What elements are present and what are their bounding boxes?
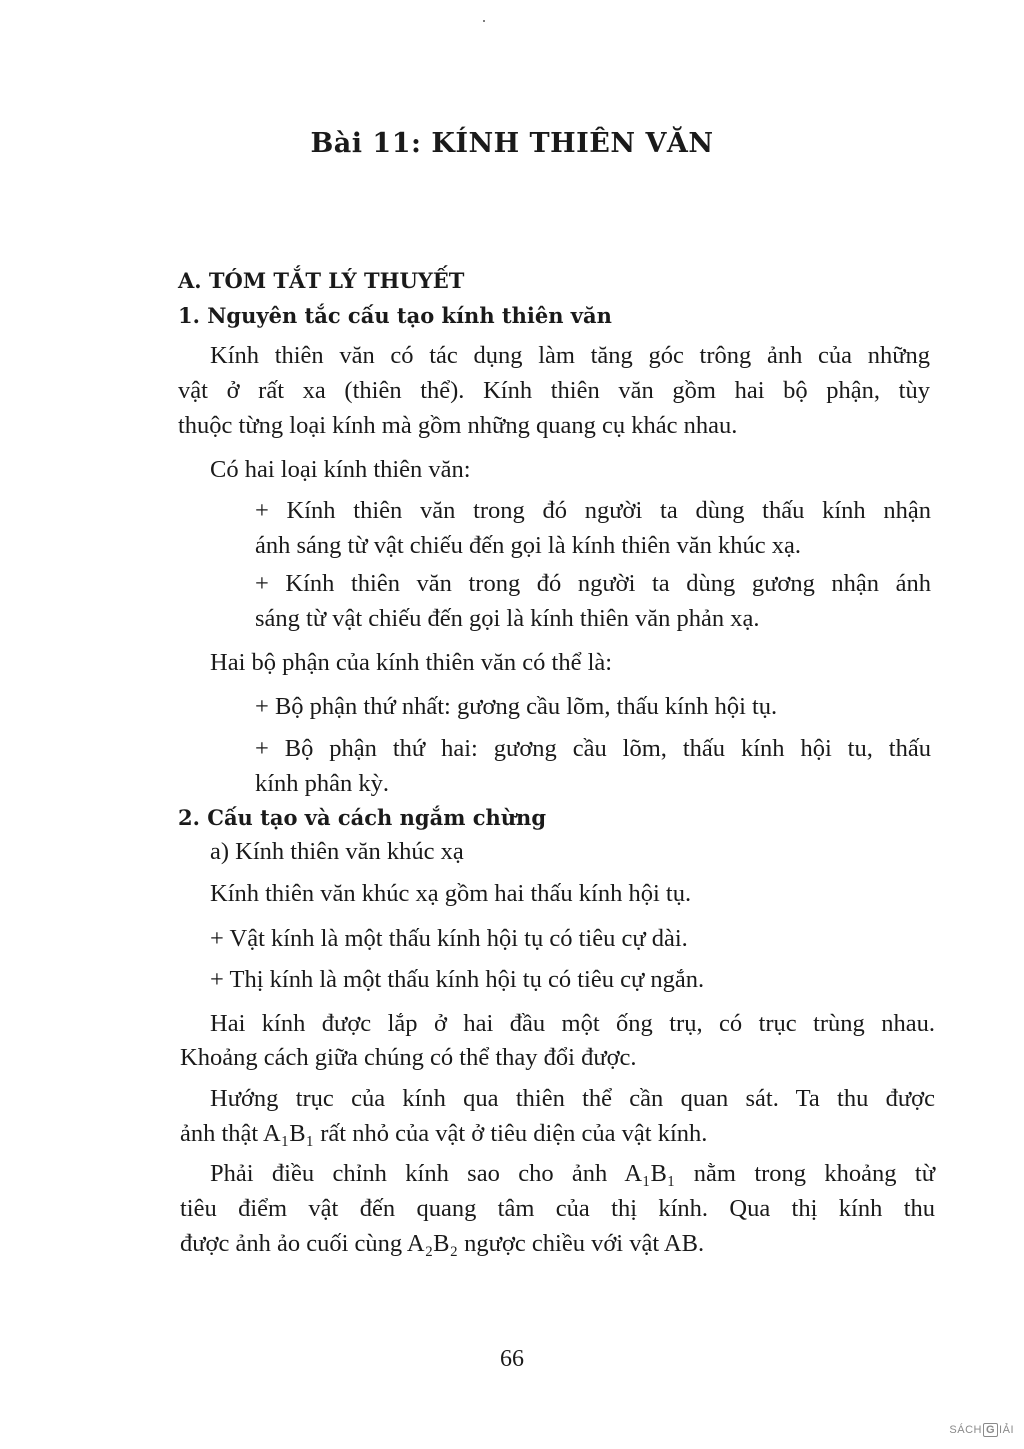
paragraph-1-line-2: vật ở rất xa (thiên thể). Kính thiên văn gồm hai bộ phận, tùy [178,377,930,404]
subheading-a: a) Kính thiên văn khúc xạ [210,838,464,865]
heading-2: 2. Cấu tạo và cách ngắm chừng [178,805,547,830]
section-a-heading: A. TÓM TẮT LÝ THUYẾT [178,268,465,293]
paragraph-2: Có hai loại kính thiên văn: [210,456,471,483]
paragraph-7-line-3: được ảnh ảo cuối cùng A₂B₂ ngược chiều với vật AB. [180,1230,705,1257]
bullet-2-line-2: sáng từ vật chiếu đến gọi là kính thiên văn phản xạ. [255,605,760,632]
bullet-1-line-2: ánh sáng từ vật chiếu đến gọi là kính thiên văn khúc xạ. [255,532,802,559]
bullet-4-line-1: + Bộ phận thứ hai: gương cầu lõm, thấu kính hội tu, thấu [255,735,931,762]
brand-text-right: IẢI [999,1424,1014,1436]
paragraph-1-line-3: thuộc từng loại kính mà gồm những quang cụ khác nhau. [178,412,738,439]
paragraph-5-line-2: Khoảng cách giữa chúng có thể thay đổi được. [180,1044,637,1071]
bullet-5: + Vật kính là một thấu kính hội tụ có tiêu cự dài. [210,925,688,952]
bullet-3: + Bộ phận thứ nhất: gương cầu lõm, thấu kính hội tụ. [255,693,778,720]
page-number: 66 [500,1346,524,1372]
paragraph-3: Hai bộ phận của kính thiên văn có thể là: [210,649,613,676]
paragraph-6-line-1: Hướng trục của kính qua thiên thể cần quan sát. Ta thu được [210,1085,935,1112]
bullet-1-line-1: + Kính thiên văn trong đó người ta dùng thấu kính nhận [255,497,931,524]
heading-1: 1. Nguyên tắc cấu tạo kính thiên văn [178,303,612,328]
brand-logo [949,1423,1014,1437]
bullet-2-line-1: + Kính thiên văn trong đó người ta dùng gương nhận ánh [255,570,931,597]
brand-box: G [983,1423,998,1437]
paragraph-7-line-1: Phải điều chỉnh kính sao cho ảnh A₁B₁ nằm trong khoảng từ [210,1160,935,1187]
paragraph-7-line-2: tiêu điểm vật đến quang tâm của thị kính. Qua thị kính thu [180,1195,935,1222]
paragraph-4: Kính thiên văn khúc xạ gồm hai thấu kính hội tụ. [210,880,692,907]
paragraph-5-line-1: Hai kính được lắp ở hai đầu một ống trụ, có trục trùng nhau. [210,1010,935,1037]
brand-text-left: SÁCH [949,1424,982,1436]
bullet-6: + Thị kính là một thấu kính hội tụ có tiêu cự ngắn. [210,966,705,993]
paragraph-6-line-2: ảnh thật A₁B₁ rất nhỏ của vật ở tiêu diện của vật kính. [180,1120,708,1147]
lesson-title: Bài 11: KÍNH THIÊN VĂN [310,128,714,159]
speck [483,20,485,22]
bullet-4-line-2: kính phân kỳ. [255,770,390,797]
paragraph-1-line-1: Kính thiên văn có tác dụng làm tăng góc trông ảnh của những [210,342,930,369]
